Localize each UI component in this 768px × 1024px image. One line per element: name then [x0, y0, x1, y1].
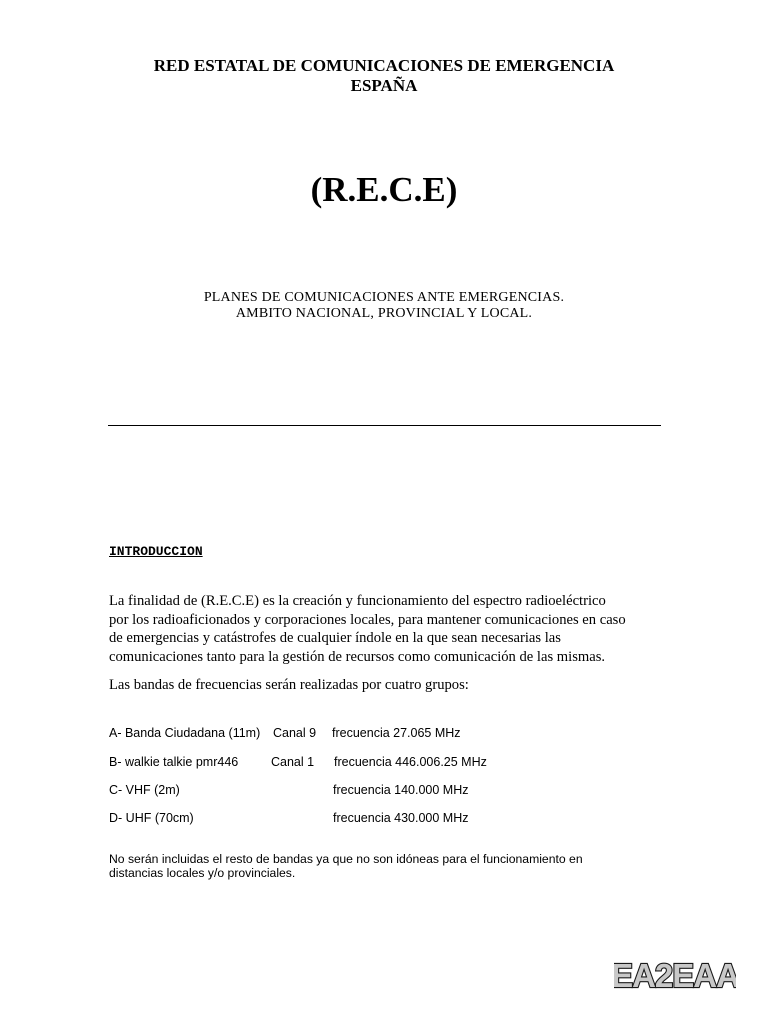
note-paragraph [109, 852, 629, 880]
intro-paragraph [109, 592, 669, 666]
callsign-logo [614, 954, 736, 994]
band-name: B- walkie talkie pmr446 [109, 755, 239, 769]
bands-intro-text: Las bandas de frecuencias serán realizadas por cuatro grupos: [109, 677, 469, 693]
band-item-d [109, 811, 669, 829]
intro-paragraph-line: por los radioaficionados y corporaciones locales, para mantener comunicaciones en caso [109, 611, 626, 628]
band-item-b [109, 755, 669, 773]
note-line: distancias locales y/o provinciales. [109, 866, 296, 880]
band-frequency: frecuencia 140.000 MHz [333, 783, 469, 797]
acronym-title: (R.E.C.E) [310, 170, 458, 209]
band-frequency: frecuencia 27.065 MHz [332, 726, 461, 740]
callsign-text: EA2EAA [614, 957, 736, 994]
band-channel: Canal 1 [271, 755, 315, 769]
document-title-line1: RED ESTATAL DE COMUNICACIONES DE EMERGENCIA [153, 56, 615, 75]
intro-paragraph-line: La finalidad de (R.E.C.E) es la creación y funcionamiento del espectro radioeléctrico [109, 593, 606, 609]
band-name: A- Banda Ciudadana (11m) [109, 726, 261, 740]
band-item-c [109, 783, 669, 801]
band-name: C- VHF (2m) [109, 783, 180, 797]
callsign-logo-graphic [614, 954, 736, 994]
subtitle-line1: PLANES DE COMUNICACIONES ANTE EMERGENCIAS. [203, 290, 565, 305]
band-name: D- UHF (70cm) [109, 811, 194, 825]
band-channel: Canal 9 [273, 726, 317, 740]
band-item-a [109, 726, 669, 744]
section-heading-introduccion: INTRODUCCION [109, 544, 203, 559]
band-frequency: frecuencia 430.000 MHz [333, 811, 469, 825]
horizontal-rule [108, 425, 661, 426]
band-frequency: frecuencia 446.006.25 MHz [334, 755, 487, 769]
document-title-line2: ESPAÑA [350, 76, 418, 95]
note-line: No serán incluidas el resto de bandas ya que no son idóneas para el funcionamiento en [109, 852, 583, 866]
intro-paragraph-line: comunicaciones tanto para la gestión de recursos como comunicación de las mismas. [109, 648, 606, 665]
intro-paragraph-line: de emergencias y catástrofes de cualquier índole en la que sean necesarias las [109, 630, 561, 646]
subtitle-line2: AMBITO NACIONAL, PROVINCIAL Y LOCAL. [235, 306, 533, 321]
